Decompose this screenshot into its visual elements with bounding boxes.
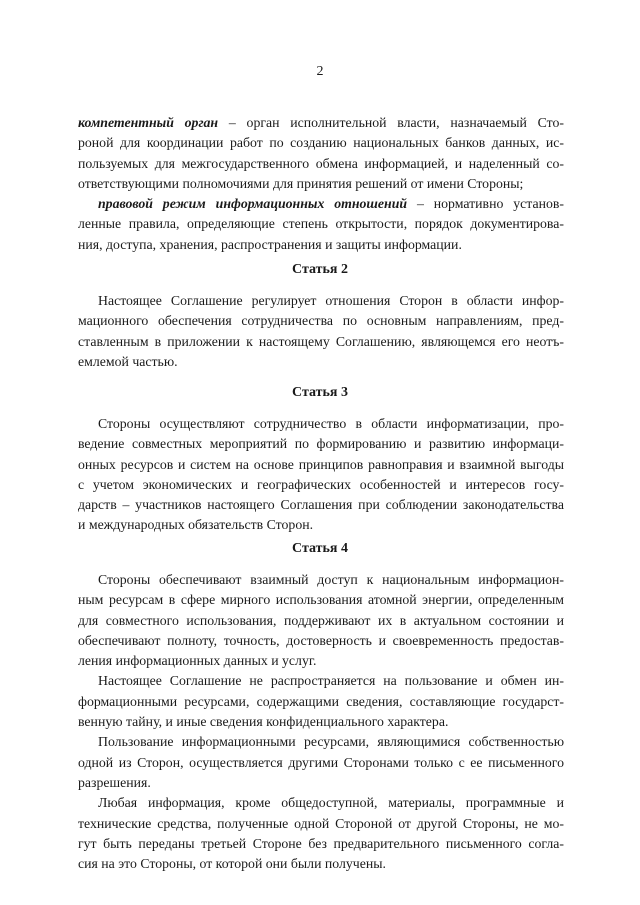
definition-2-term: правовой режим информационных отношений [98,196,408,212]
article-2-heading: Статья 2 [292,262,348,277]
article-2-line: мационного обеспечения сотрудничества по основным направлениям, пред- [78,313,564,329]
article-4-line: венную тайну, и иные сведения конфиденциального характера. [78,714,449,730]
article-4-line: ным ресурсам в сфере мирного использования атомной энергии, определенным [78,592,564,608]
definition-2-line-1: правовой режим информационных отношений – нормативно установ- [98,196,564,212]
article-4-body [78,570,564,874]
definition-1-line-2: роной для координации работ по созданию национальных банков данных, ис- [78,135,564,151]
article-3-line: дарств – участников настоящего Соглашения при соблюдении законодательства [78,497,564,513]
article-4-line: технические средства, полученные одной Стороной от другой Стороны, не мо- [78,815,564,831]
article-4-line: Стороны обеспечивают взаимный доступ к национальным информацион- [98,572,564,587]
definition-2-line-3: ния, доступа, хранения, распространения и защиты информации. [78,236,462,252]
definition-1-line-1: компетентный орган – орган исполнительной власти, назначаемый Сто- [78,115,564,130]
definition-2-line-2: ленные правила, определяющие степень открытости, порядок документирова- [78,216,564,232]
article-2-line: емлемой частью. [78,353,178,369]
article-4-line: Пользование информационными ресурсами, являющимися собственностью [98,734,564,750]
definition-1-line-4: ответствующими полномочиями для принятия решений от имени Стороны; [78,175,524,191]
article-2-line: Настоящее Соглашение регулирует отношения Сторон в области инфор- [98,293,564,308]
article-4-line: ления информационных данных и услуг. [78,653,317,669]
article-3-line: с учетом экономических и географических особенностей и интересов госу- [78,476,564,492]
article-4-line: разрешения. [78,774,151,790]
definition-1-term: компетентный орган [78,115,219,130]
article-4-heading: Статья 4 [292,541,348,556]
article-3-line: ведение совместных мероприятий по формированию и развитию информаци- [78,436,564,452]
article-4-line: гут быть переданы третьей Стороне без предварительного письменного согла- [78,835,564,851]
article-3-line: Стороны осуществляют сотрудничество в области информатизации, про- [98,416,564,431]
article-4-line: обеспечивают полноту, точность, достоверность и своевременность предостав- [78,632,564,648]
article-4-line: сия на это Стороны, от которой они были получены. [78,856,386,872]
article-4-line: для совместного использования, поддерживают их в актуальном состоянии и [78,612,564,628]
article-3-line: и международных обязательств Сторон. [78,517,314,533]
article-3-heading: Статья 3 [292,385,348,400]
article-3-body [78,414,564,536]
article-4-line: формационными ресурсами, содержащими сведения, составляющие государст- [78,693,564,709]
article-3-line: онных ресурсов и систем на основе принципов равноправия и взаимной выгоды [78,456,564,472]
definition-1-line-3: пользуемых для межгосударственного обмена информацией, и наделенный со- [78,155,564,171]
article-4-line: Любая информация, кроме общедоступной, материалы, программные и [98,795,564,811]
article-4-line: одной из Сторон, осуществляется другими Сторонами только с ее письменного [78,754,564,770]
definitions-section [78,113,564,255]
article-2-line: ставленным в приложении к настоящему Соглашению, являющемся его неотъ- [78,333,564,349]
page-number: 2 [316,64,324,79]
article-4-line: Настоящее Соглашение не распространяется на пользование и обмен ин- [98,673,564,689]
article-2-body [78,291,564,372]
